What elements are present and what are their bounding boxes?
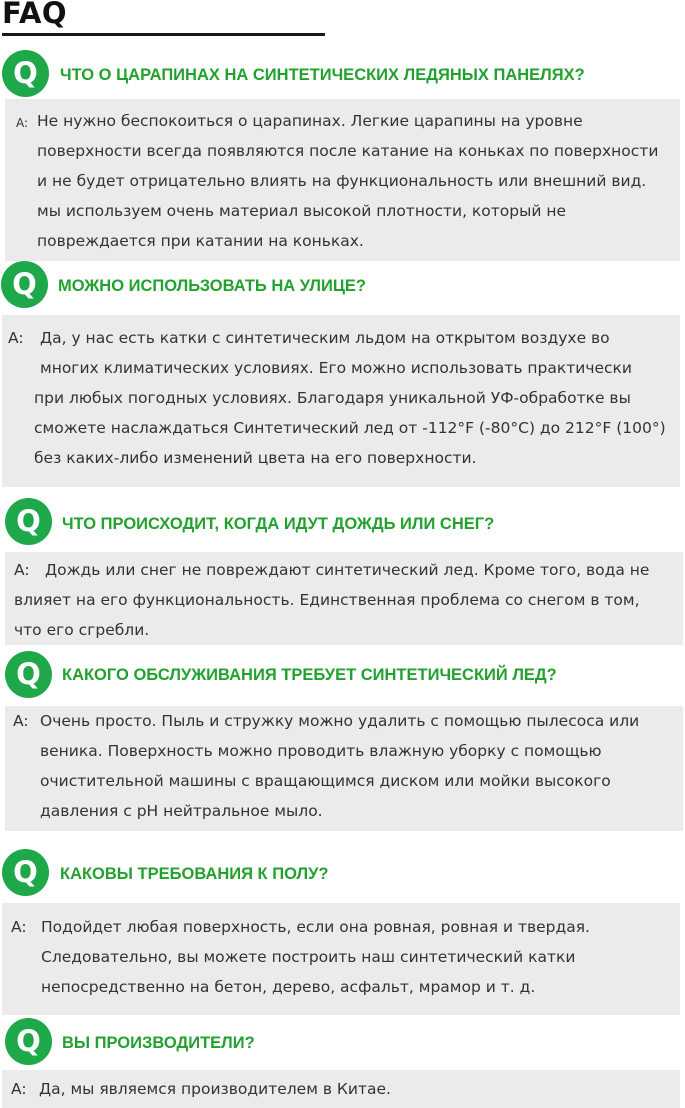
title-underline [2, 33, 325, 36]
answer-label: A: [11, 918, 27, 936]
question-icon: Q [5, 1018, 52, 1065]
answer-line: что его сгребли. [14, 621, 150, 639]
answer-box [2, 315, 680, 487]
answer-line: Да, мы являемся производителем в Китае. [39, 1080, 391, 1098]
answer-line: непосредственно на бетон, дерево, асфальт, мрамор и т. д. [41, 978, 536, 996]
answer-line: при любых погодных условиях. Благодаря уникальной УФ-обработке вы [34, 389, 631, 407]
answer-label: A: [8, 329, 24, 347]
answer-line: поверхности всегда появляются после катание на коньках по поверхности [37, 142, 659, 160]
question-icon: Q [2, 849, 49, 896]
answer-line: Да, у нас есть катки с синтетическим льдом на открытом воздухе во [40, 329, 610, 347]
question-text: КАКОВЫ ТРЕБОВАНИЯ К ПОЛУ? [60, 865, 329, 883]
answer-line: многих климатических условиях. Его можно использовать практически [40, 359, 632, 377]
answer-label: A: [13, 712, 29, 730]
answer-line: Следовательно, вы можете построить наш синтетический катки [41, 948, 576, 966]
answer-line: Очень просто. Пыль и стружку можно удалить с помощью пылесоса или [40, 712, 640, 730]
answer-line: мы используем очень материал высокой плотности, который не [37, 202, 567, 220]
answer-box [2, 903, 680, 1015]
page-title: FAQ [2, 0, 68, 30]
answer-box [2, 1070, 680, 1108]
answer-line: Не нужно беспокоиться о царапинах. Легкие царапины на уровне [37, 112, 583, 130]
question-text: КАКОГО ОБСЛУЖИВАНИЯ ТРЕБУЕТ СИНТЕТИЧЕСКИЙ ЛЕД? [62, 666, 557, 684]
answer-box [5, 99, 680, 261]
question-icon: Q [5, 498, 52, 545]
answer-line: и не будет отрицательно влиять на функциональность или внешний вид. [37, 172, 647, 190]
answer-label: A: [14, 561, 30, 579]
question-text: ЧТО О ЦАРАПИНАХ НА СИНТЕТИЧЕСКИХ ЛЕДЯНЫХ ПАНЕЛЯХ? [60, 66, 585, 84]
answer-label: A: [11, 1080, 27, 1098]
answer-label: A: [16, 116, 29, 130]
answer-line: давления с pH нейтральное мыло. [40, 802, 323, 820]
answer-line: влияет на его функциональность. Единственная проблема со снегом в том, [14, 591, 640, 609]
question-icon: Q [2, 50, 49, 97]
question-icon: Q [5, 651, 52, 698]
answer-line: повреждается при катании на коньках. [37, 232, 364, 250]
answer-box [5, 552, 683, 645]
answer-line: сможете наслаждаться Синтетический лед от -112°F (-80°C) до 212°F (100°) [34, 419, 666, 437]
answer-line: Подойдет любая поверхность, если она ровная, ровная и твердая. [41, 918, 590, 936]
question-icon: Q [1, 261, 48, 308]
question-text: ЧТО ПРОИСХОДИТ, КОГДА ИДУТ ДОЖДЬ ИЛИ СНЕГ? [62, 515, 495, 533]
answer-line: без каких-либо изменений цвета на его поверхности. [34, 449, 477, 467]
question-text: МОЖНО ИСПОЛЬЗОВАТЬ НА УЛИЦЕ? [58, 277, 366, 295]
answer-line: очистительной машины с вращающимся диском или мойки высокого [40, 772, 611, 790]
answer-box [5, 706, 683, 831]
answer-line: веника. Поверхность можно проводить влажную уборку с помощью [40, 742, 602, 760]
answer-line: Дождь или снег не повреждают синтетический лед. Кроме того, вода не [45, 561, 650, 579]
question-text: ВЫ ПРОИЗВОДИТЕЛИ? [62, 1034, 255, 1052]
